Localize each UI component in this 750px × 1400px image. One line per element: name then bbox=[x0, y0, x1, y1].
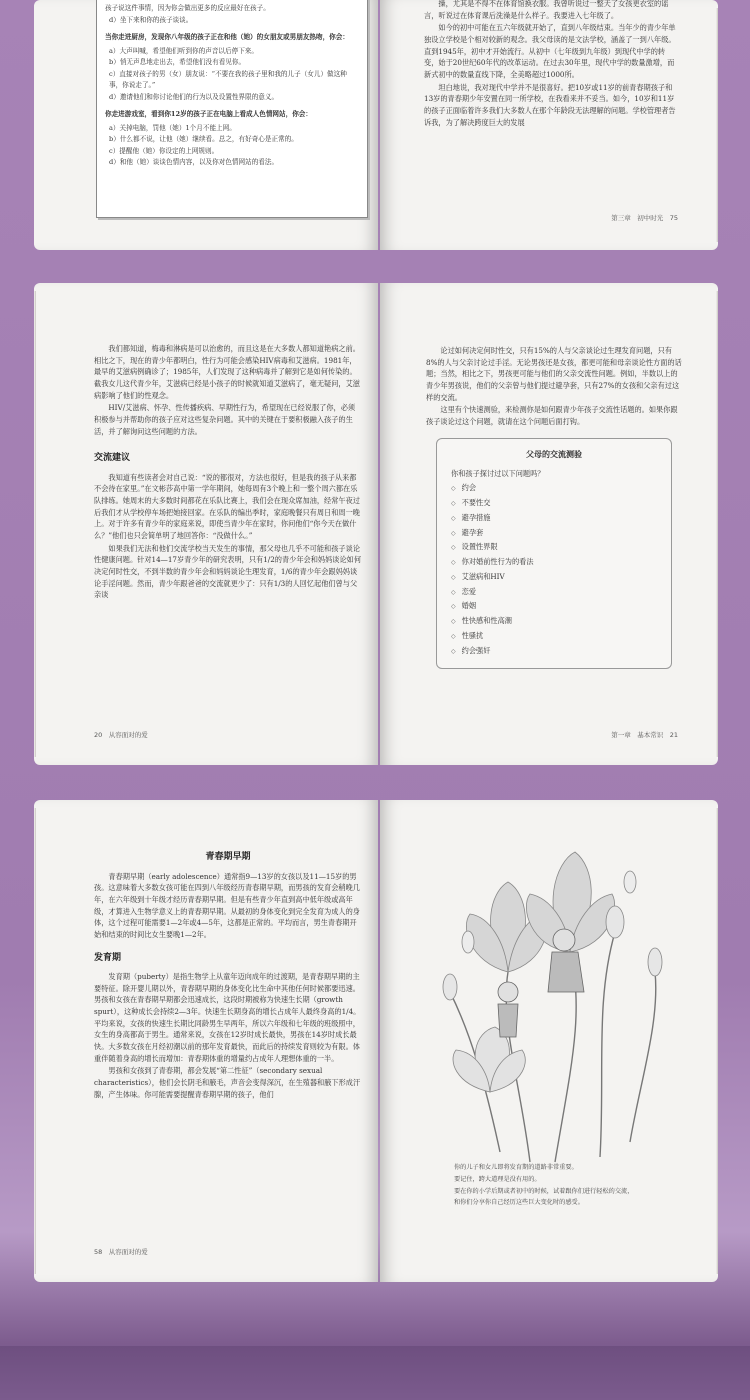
quiz-line: 孩子说这件事情，因为你会做出更多的反应最好在孩子。 bbox=[105, 4, 270, 12]
section-heading: 发育期 bbox=[94, 952, 122, 963]
quiz-item: ◇ 艾滋病和HIV bbox=[451, 570, 657, 585]
question-1: 当你走进厨房，发现你八年级的孩子正在和他（她）的女朋友或男朋友热吻，你会： bbox=[105, 33, 349, 42]
spread2-right-page bbox=[380, 283, 718, 765]
quiz-item: ◇ 恋爱 bbox=[451, 585, 657, 600]
page-edge bbox=[34, 291, 36, 757]
page-footer: 第三章 初中时光 75 bbox=[611, 214, 678, 223]
book-spread-3 bbox=[34, 800, 718, 1282]
quiz-lead: 你和孩子探讨过以下问题吗？ bbox=[451, 468, 545, 478]
section-heading: 交流建议 bbox=[94, 453, 131, 464]
paragraph: 操，尤其是不得不在体育馆换衣服。我曾听说过一整天了女孩更衣室的谣言，听说过在体育课后洗澡是什么样子。我要进入七年级了。 bbox=[424, 0, 669, 20]
option: c）提醒他（她）你设定的上网规则。 bbox=[109, 146, 219, 155]
paragraph: 我知道有些读者会对自己说：“说的都很对，方法也很好，但是我的孩子从来都不会待在家里。”在文彬莎高中第一学年期间，她每周有3个晚上和一整个周六都在乐队排练。她周末的大多数时间都花在乐队比赛上，我们会在现众席加油，经常午夜过后我们才从学校停车场把她接回家。在乐队的编出季时，家庭晚餐只有周日和周一晚上。对于许多有青少年的家庭来说，即使当青少年在家时，你问他们“你今天在做什么？”他们也只会简单明了地回答你：“没做什么。” bbox=[94, 472, 360, 541]
quiz-line: d）坐下来和你的孩子谈谈。 bbox=[109, 15, 193, 24]
option: d）邀请他们和你讨论他们的行为以及设置性界限的意义。 bbox=[109, 92, 279, 101]
quiz-item: ◇ 避孕措施 bbox=[451, 511, 657, 526]
caption-line: 要在你的小学后期或者初中的时候，试着跟你们进行轻松的交流， bbox=[454, 1187, 634, 1195]
paragraph: 发育期（puberty）是指生物学上从童年迈向成年的过渡期，是青春期早期的主要特征。除开婴儿期以外，青春期早期的身体变化比生命中其他任何时候都要迅速。男孩和女孩在青春期早期都会迅速成长，这段时期被称为快速生长期（growth spurt），这种成长会持续2—3年。快速生长期身高的增长占成年人最终身高的1/4。平均来说，女孩的快速生长期比同龄男生早两年，所以六年级和七年级的班级照中，女生的身高都高于男生。通常来说，女孩在12岁时成长最快，男孩在14岁时成长最快。大多数女孩在月经初潮以前的那年发育最快，而此后的持续发育则较为有限。体重伴随着身高的增长而增加：青春期体重的增量约占成年人理想体重的一半。 bbox=[94, 972, 361, 1063]
option: b）悄无声息地走出去，希望他们没有看见你。 bbox=[109, 58, 246, 67]
option: c）直接对孩子的男（女）朋友说：“不要在我的孩子里和我的儿子（女儿）做这种事，你说走了。” bbox=[109, 69, 347, 90]
paragraph: 青春期早期（early adolescence）通常指9—13岁的女孩以及11—15岁的男孩。这意味着大多数女孩可能在四到八年级经历青春期早期，而男孩的发育会稍晚几年，在六年级到十年级才经历青春期早期。但是有些青少年直到高中低年级或高年级，才算进入生物学意义上的青春期早期。从最初的身体变化到完全发育为成人的身体，这个过程可能需要1—2年或4—5年，这都是正常的。平均而言，男生青春期开始和结束的时间比女生要晚1—2年。 bbox=[94, 871, 360, 939]
paragraph: 论过如何决定何时性交，只有15%的人与父亲谈论过生理发育问题，只有8%的人与父亲讨论过手淫。无论男孩还是女孩，都更可能和母亲谈论性方面的话题；当然，相比之下，男孩更可能与他们的父亲交流性问题。例如，半数以上的青少年男孩说，他们的父亲曾与他们提过避孕套，只有27%的女孩和父亲有过这样的交流。 bbox=[426, 346, 682, 402]
quiz-item: ◇ 性快感和性高潮 bbox=[451, 614, 657, 629]
caption-line: 要记住，跨大道理是没有用的。 bbox=[454, 1175, 541, 1183]
quiz-item: ◇ 约会强奸 bbox=[451, 644, 657, 659]
quiz-title: 父母的交流测验 bbox=[526, 449, 582, 459]
quiz-item: ◇ 性骚扰 bbox=[451, 629, 657, 644]
spread1-right-page bbox=[380, 0, 718, 250]
caption-line: 和你们分享你自己经历这些巨大变化时的感受。 bbox=[454, 1199, 584, 1207]
paragraph: 我们都知道，梅毒和淋病是可以治愈的，而且这是在大多数人都知道艳病之前。相比之下，现在的青少年都明白，性行为可能会感染HIV病毒和艾滋病。1981年，最早的艾滋病例确诊了；1985年，人们发现了这种病毒并了解到它是如何传染的。截我女儿这代青少年，艾滋病已经是小孩子的时候就知道艾滋病了，毫无疑问，艾滋病影响了他们的性观念。 bbox=[94, 344, 360, 400]
paragraph: HIV/艾滋病、怀孕、性传播疾病、早期性行为，希望现在已经说服了你，必须积极参与并帮助你的孩子应对这些复杂问题。其中的关键在于要积极融入孩子的生活，并了解询问这些问题的方法。 bbox=[94, 403, 356, 436]
quiz-item: ◇ 设置性界限 bbox=[451, 540, 657, 555]
paragraph: 如今的初中可能在五六年级就开始了，直到八年级结束。当年少的青少年单独设立学校是个相对较新的观念。我父母读的是文法学校，涵盖了一到八年级。直到1945年，初中才开始流行。从初中（七年级到九年级）到现代中学的转变，始于20世纪60年代的改革运动。在过去30年里，现代中学的数量激增，而新式初中的数量直线下降，全美略超过1000所。 bbox=[424, 23, 676, 79]
paragraph: 如果我们无法和他们交流学校当天发生的事情，那父母也几乎不可能和孩子谈论性健康问题。针对14—17岁青少年的研究表明，只有1/2的青少年会和妈妈谈论如何决定何时性交，不到半数的青少年会和妈妈谈论生理发育，1/6的青少年会跟妈妈谈论手淫问题。然而，青少年跟爸爸的交流就更少了：只有1/3的人回忆起他们曾与父亲谈 bbox=[94, 543, 362, 600]
illustration-caption bbox=[454, 1162, 694, 1209]
section-heading: 青春期早期 bbox=[205, 852, 251, 862]
quiz-box bbox=[96, 0, 368, 218]
quiz-list bbox=[451, 481, 657, 658]
option: a）大声叫喊，希望他们听到你的声音以后停下来。 bbox=[109, 46, 258, 55]
page-footer: 58 从容面对的爱 bbox=[94, 1248, 148, 1257]
page-edge bbox=[716, 291, 718, 757]
caption-line: 你的儿子和女儿即将发育期的道路非常重要。 bbox=[454, 1164, 578, 1171]
quiz-item: ◇ 避孕套 bbox=[451, 526, 657, 541]
quiz-item: ◇ 约会 bbox=[451, 481, 657, 496]
bottom-band bbox=[0, 1346, 750, 1400]
option: d）和他（她）谈谈色情内容，以及你对色情网站的看法。 bbox=[109, 158, 279, 167]
page-edge bbox=[716, 8, 718, 242]
page-footer: 第一章 基本常识 21 bbox=[611, 731, 678, 740]
paragraph: 坦白地说，我对现代中学并不是很喜好。把10岁或11岁的前青春期孩子和13岁的青春期少年安置在同一所学校，在我看来并不妥当。如今，10岁和11岁的孩子正面临着许多我们大多数人在那个年龄段无法理解的问题。学校管理者告诉我，为了解决跨度巨大的发展 bbox=[424, 82, 676, 127]
paragraph: 这里有个快速测验，来检测你是如何跟青少年孩子交流性话题的。如果你跟孩子谈论过这个问题，就请在这个问题后面打钩。 bbox=[426, 405, 678, 426]
spread1-left-page bbox=[34, 0, 378, 250]
flower-illustration bbox=[380, 822, 718, 1172]
book-spread-1 bbox=[34, 0, 718, 250]
page-edge bbox=[34, 808, 36, 1274]
option: a）关掉电脑，罚他（她）1个月不能上网。 bbox=[109, 123, 236, 132]
paragraph: 男孩和女孩到了青春期，都会发展“第二性征”（secondary sexual characteristics），他们会长阴毛和腋毛，声音会变得深沉，在生殖器和腋下形成汗腺，产生体味。你可能需要提醒青春期早期的孩子，他们 bbox=[94, 1066, 361, 1099]
option: b）什么都不说，让他（她）继续看。总之，有好奇心是正常的。 bbox=[109, 135, 298, 144]
quiz-item: ◇ 不要性交 bbox=[451, 496, 657, 511]
question-2: 你走进游戏室，看到你12岁的孩子正在电脑上看成人色情网站，你会： bbox=[105, 110, 312, 119]
quiz-item: ◇ 你对婚前性行为的看法 bbox=[451, 555, 657, 570]
page-edge bbox=[716, 808, 718, 1274]
quiz-item: ◇ 婚姻 bbox=[451, 599, 657, 614]
spread2-left-page bbox=[34, 283, 378, 765]
book-spread-2 bbox=[34, 283, 718, 765]
spread3-left-page bbox=[34, 800, 378, 1282]
page-footer: 20 从容面对的爱 bbox=[94, 731, 148, 740]
parent-quiz-box bbox=[436, 438, 672, 670]
spread3-right-page bbox=[380, 800, 718, 1282]
